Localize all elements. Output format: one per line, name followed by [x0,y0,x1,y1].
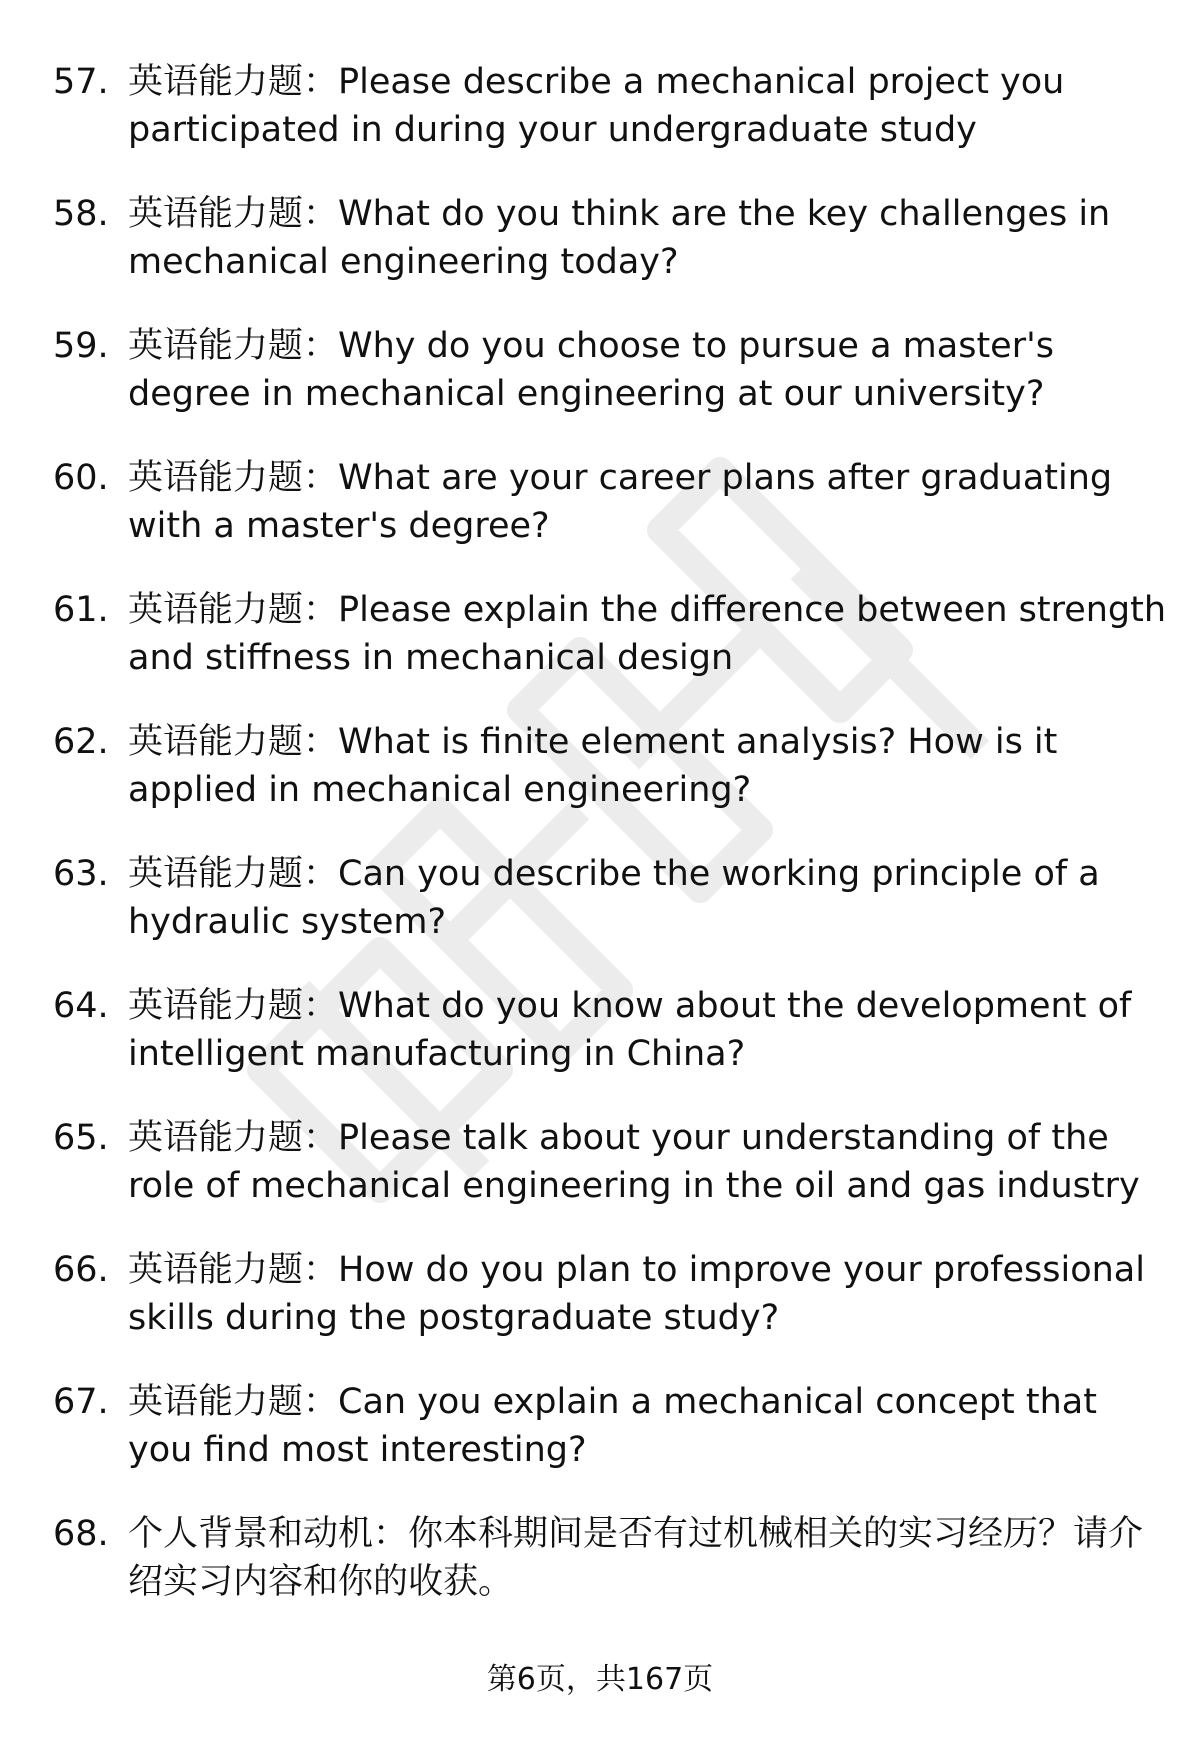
list-item [0,1246,1200,1378]
item-number: 63. [53,854,109,894]
list-item [0,1510,1200,1642]
item-text: 英语能力题：Please explain the difference between strength and stiffness in mechanical design [128,590,1167,678]
item-number: 58. [53,194,109,234]
list-item [0,322,1200,454]
list-item [0,454,1200,586]
item-text: 英语能力题：What do you think are the key challenges in mechanical engineering today? [128,194,1111,282]
item-text: 个人背景和动机：你本科期间是否有过机械相关的实习经历？请介绍实习内容和你的收获。 [128,1514,1144,1602]
item-number: 67. [53,1382,109,1422]
item-text: 英语能力题：What are your career plans after graduating with a master's degree? [128,458,1113,546]
item-number: 59. [53,326,109,366]
page-indicator: 第6页，共167页 [486,1662,714,1697]
list-item [0,982,1200,1114]
item-text: 英语能力题：What is finite element analysis? How is it applied in mechanical engineering? [128,722,1058,810]
list-item [0,190,1200,322]
item-text: 英语能力题：Can you describe the working principle of a hydraulic system? [128,854,1100,942]
item-text: 英语能力题：Please describe a mechanical project you participated in during your undergraduate study [128,62,1065,150]
item-text: 英语能力题：Please talk about your understanding of the role of mechanical engineering in the oil and gas industry [128,1118,1140,1206]
list-item [0,850,1200,982]
item-number: 57. [53,62,109,102]
item-number: 65. [53,1118,109,1158]
item-number: 61. [53,590,109,630]
question-list [0,58,1200,1642]
list-item [0,1114,1200,1246]
list-item [0,1378,1200,1510]
item-text: 英语能力题：Why do you choose to pursue a master's degree in mechanical engineering at our university? [128,326,1054,414]
item-text: 英语能力题：How do you plan to improve your professional skills during the postgraduate study? [128,1250,1145,1338]
item-text: 英语能力题：Can you explain a mechanical concept that you find most interesting? [128,1382,1097,1470]
item-number: 62. [53,722,109,762]
list-item [0,58,1200,190]
list-item [0,718,1200,850]
item-number: 66. [53,1250,109,1290]
list-item [0,586,1200,718]
item-number: 68. [53,1514,109,1554]
item-text: 英语能力题：What do you know about the development of intelligent manufacturing in China? [128,986,1132,1074]
item-number: 64. [53,986,109,1026]
item-number: 60. [53,458,109,498]
